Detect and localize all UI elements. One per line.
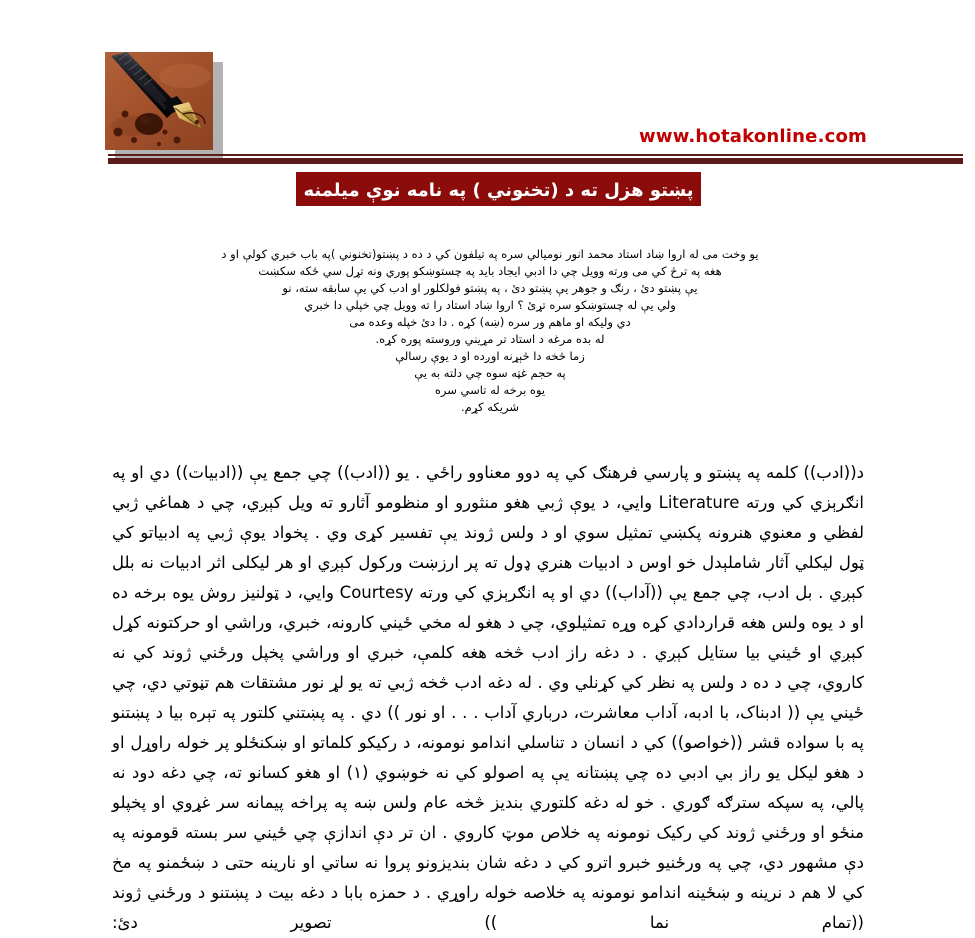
article-title-banner	[296, 172, 701, 206]
intro-line: یوه برخه له تاسي سره	[434, 383, 546, 397]
intro-line: شریکه کړم.	[461, 400, 519, 414]
intro-line: یې پښتو دئ ، رنګ و جوهر یې پښتو دئ ، په پښتو فولکلور او ادب کي یې سابقه سته، نو	[282, 281, 698, 295]
intro-line: له بده مرغه د استاد تر مړیني وروسته پوره کړه.	[375, 332, 605, 346]
intro-line: دي ولیکه او ماهم ور سره (ښه) کړه . دا دئ خپله وعده می	[349, 315, 631, 329]
intro-line: زما څخه دا څېړنه اوږده او د یوې رسالې	[395, 349, 585, 363]
article-body	[112, 458, 864, 938]
intro-line: په حجم غټه سوه چي دلته به یې	[414, 366, 566, 380]
header-logo	[105, 52, 223, 160]
intro-line: یو وخت می له اروا ښاد استاد محمد انور نومیالي سره په تیلفون کي د ده د پښتو(تخنوني )په باب خبري کولې او د	[221, 247, 759, 261]
header-rule-thin	[108, 154, 963, 156]
intro-line: ولي یې له چستوښکو سره تړئ ؟ اروا ښاد استاد را ته وویل چي خپلي دا خبري	[304, 298, 676, 312]
page-header	[0, 0, 975, 168]
site-url-text[interactable]: www.hotakonline.com	[639, 126, 867, 147]
body-paragraph: د((ادب)) کلمه په پښتو و پارسي فرهنګ کي په دوو معناوو راځي . یو ((ادب)) چي جمع یې ((ادبیات)) دي او په انګرېزي کي ورته Literature وایي، د یوې ژبي هغو منثورو او منظومو آثارو ته ویل کېږي، چي د هماغي ژبي لفظي و معنوي هنرونه پکښي تمثیل سوي او د ولس ژوند یې تفسیر کړی وي . پخواد یوې ژبي په ادبیاتو کي ټول لیکلي آثار شاملېدل خو اوس د ادبیات هنري ډول ته پر ارزښت ورکول کېږي او هر لیکلی اثر ادبیات نه بلل کېږي . بل ادب، چي جمع یې ((آداب)) دي او په انګرېزي کي ورته Courtesy وایي، د ټولنیز روش یوه برخه ده او د یوه ولس هغه قراردادي کړه وړه تمثیلوي، چي د هغو له مخي ځیني کارونه، خبري، وراشي او حرکتونه کړل کېږي او ځیني بیا ستایل کېږي . د دغه راز ادب څخه هغه کلمې، خبري او وراشي پخپل ورځني ژوند کي نه کاروي، چي د ده د ولس په نظر کي کړنلي وي . له دغه ادب څخه ژبي ته یو لړ نور مشتقات هم تڼوتي دي، چي ځیني یې (( ادبناک، با ادبه، آداب معاشرت، درباري آداب . . . او نور )) دي . په پښتني کلتور په تېره بیا د پښتنو په با سواده قشر ((خواصو)) کي د انسان د تناسلي اندامو نومونه، د رکیکو کلماتو او ښکنځلو پر خوله راوړل او د هغو لیکل یو راز بي ادبي ده چي پښتانه یې په اصولو کي نه خوښوي (۱) او هغو کسانو ته، چي دغه دود نه پالي، په سپکه سترګه ګوري . خو له دغه کلتوري بندیز څخه عام ولس ښه په پراخه پیمانه سر غړوي او پخپلو منځو او ورځني ژوند کي رکیک نومونه په خلاص موټ کاروي . ان تر دې اندازې چي ځیني سر بسته قومونه په دې مشهور دي، چي په ورځنیو خبرو اترو کي د دغه شان بندیزونو پروا نه ساتي او نارینه حتی د ښځمنو په مخ کي لا هم د نرینه و ښځینه اندامو نومونه په خلاصه خوله راوړي . د حمزه بابا د دغه بیت د پښتنو د ورځني ژوند ((تمام نما )) تصویر دئ:	[112, 463, 865, 932]
intro-line: هغه په ترڅ کي می ورته وویل چي دا ادبي ایجاد باید په چستوښکو پوري ونه تړل سي ځکه سکښت	[258, 264, 722, 278]
header-rule-thick	[108, 158, 963, 164]
fountain-pen-image	[105, 52, 213, 150]
article-title: پښتو هزل ته د (تخنوني ) په نامه نوې میلمنه	[303, 180, 694, 201]
intro-block	[140, 246, 840, 416]
